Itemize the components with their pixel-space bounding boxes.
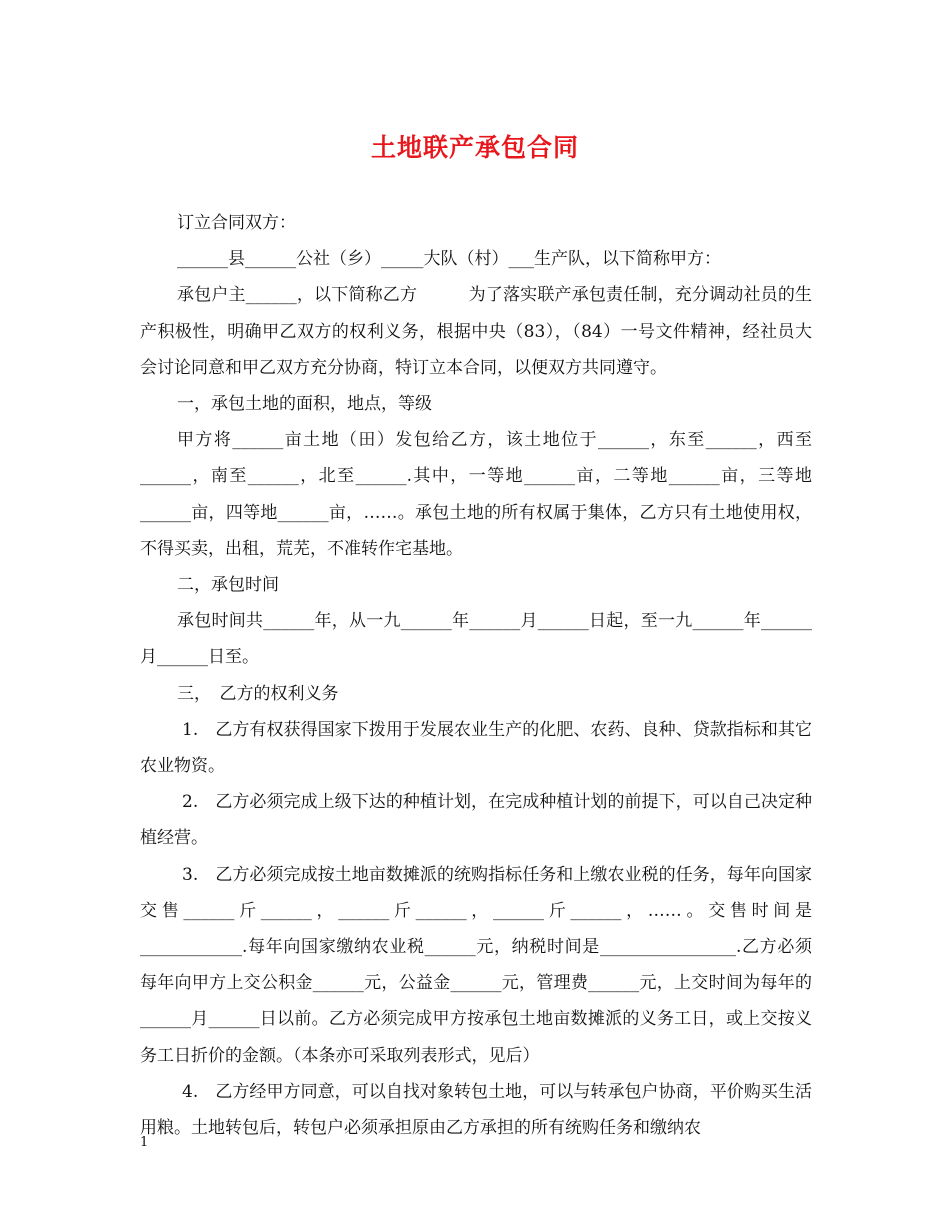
page-number: 1 — [140, 1135, 149, 1150]
list-item: 3. 乙方必须完成按土地亩数摊派的统购指标任务和上缴农业税的任务，每年向国家交售______斤______，______斤______，______斤______，……。交售时间是____________.每年向国家缴纳农业税______元，纳税时间是________________.乙方必须每年向甲方上交公积金______元，公益金______元，管理费______元，上交时间为每年的______月______日以前。乙方必须完成甲方按承包土地亩数摊派的义务工日，或上交按义务工日折价的金额。（本条亦可采取列表形式，见后） — [140, 864, 812, 1066]
document-body — [140, 205, 812, 1146]
document-title: 土地联产承包合同 — [370, 133, 579, 162]
section-heading-rights: 三， 乙方的权利义务 — [177, 683, 339, 704]
list-item: 1. 乙方有权获得国家下拨用于发展农业生产的化肥、农药、良种、贷款指标和其它农业物资。 — [140, 719, 812, 777]
list-item: 2. 乙方必须完成上级下达的种植计划，在完成种植计划的前提下，可以自己决定种植经营。 — [140, 792, 812, 849]
paragraph-party-a: ______县______公社（乡）_____大队（村）___生产队，以下简称甲方： — [177, 249, 721, 270]
list-item: 4. 乙方经甲方同意，可以自找对象转包土地，可以与转承包户协商，平价购买生活用粮。土地转包后，转包户必须承担原由乙方承担的所有统购任务和缴纳农 — [140, 1081, 812, 1139]
paragraph-parties: 订立合同双方： — [177, 213, 296, 233]
section-heading-land: 一，承包土地的面积，地点，等级 — [177, 394, 432, 415]
paragraph-party-b-purpose: 承包户主______，以下简称乙方 为了落实联产承包责任制，充分调动社员的生产积极性，明确甲乙双方的权利义务，根据中央（83），（84）一号文件精神，经社员大会讨论同意和甲乙双方充分协商，特订立本合同，以便双方共同遵守。 — [140, 285, 812, 378]
section-heading-term: 二，承包时间 — [177, 575, 279, 596]
paragraph-land-details: 甲方将______亩土地（田）发包给乙方，该土地位于______，东至______，西至______，南至______，北至______.其中，一等地______亩，二等地______亩，三等地______亩，四等地______亩，……。承包土地的所有权属于集体，乙方只有土地使用权，不得买卖，出租，荒芜，不准转作宅基地。 — [140, 430, 812, 559]
paragraph-term: 承包时间共______年，从一九______年______月______日起，至一九______年______月______日至。 — [140, 611, 812, 668]
